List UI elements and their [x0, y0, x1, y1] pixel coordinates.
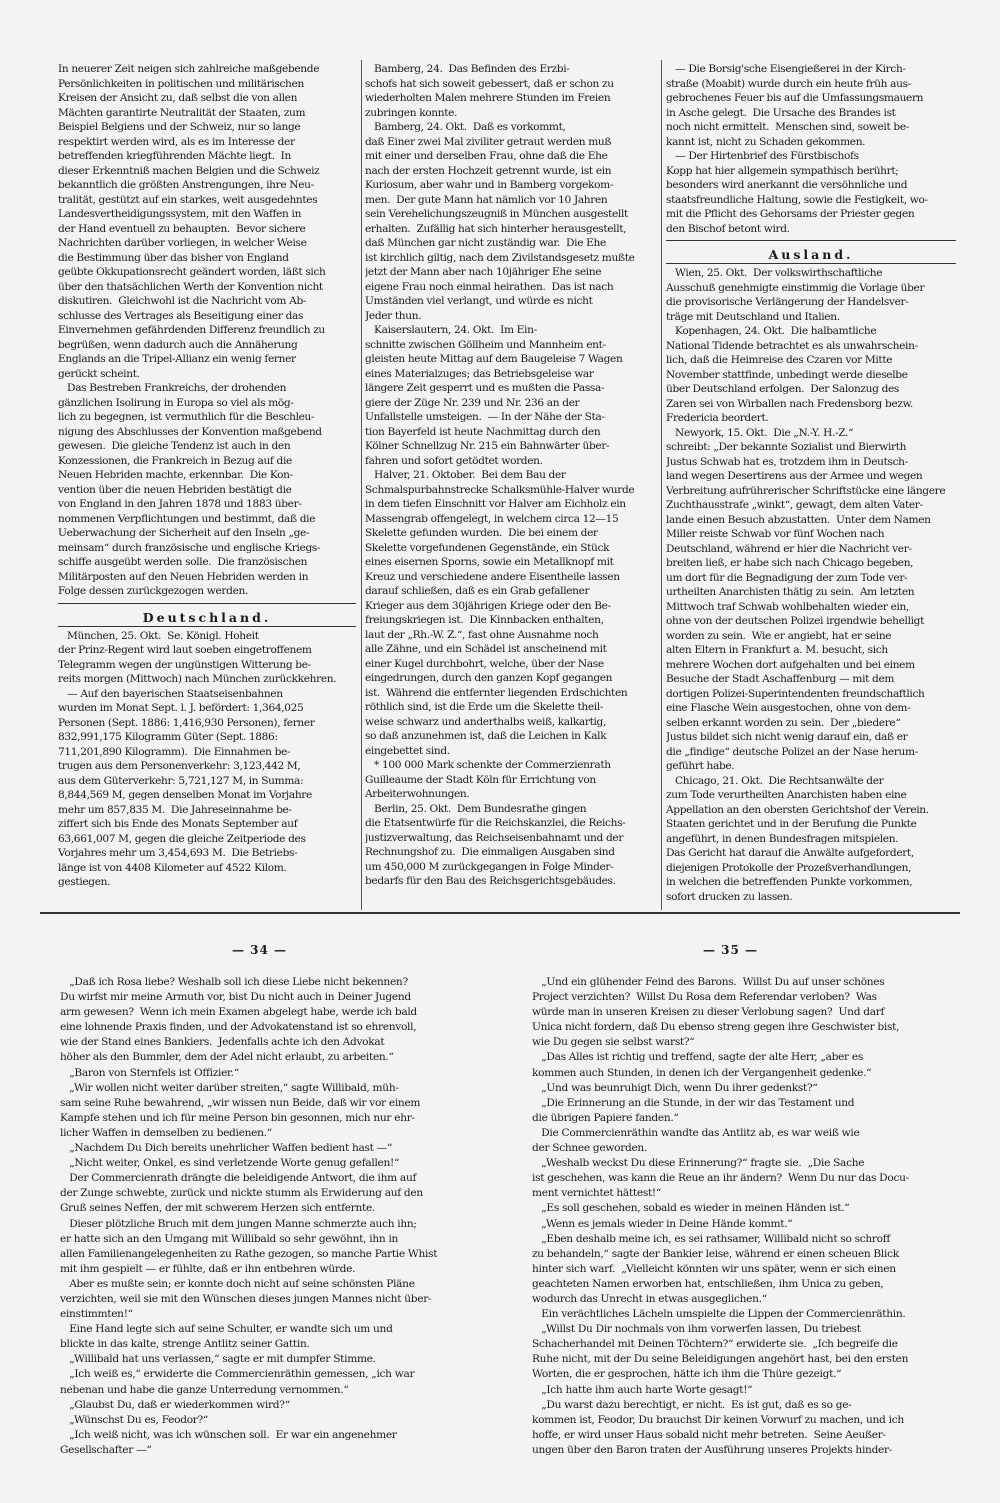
abroad-heading: Ausland.	[666, 245, 956, 264]
germany-text: München, 25. Okt. Se. Königl. Hoheit der Prinz-Regent wird laut soeben eingetroffenem Telegramm wegen der ungünstigen Witterung be- reits morgen (Mittwoch) nach München zurückkehren. — Auf den bayerischen Staatseisenbahnen wurden im Monat Sept. l. J. befördert: 1,364,025 Personen (Sept. 1886: 1,416,930 Personen), ferner 832,991,175 Kilogramm Güter (Sept. 1886: 711,201,890 Kilogramm). Die Einnahmen be- trugen aus dem Personenverkehr: 3,123,442 M, aus dem Güterverkehr: 5,721,127 M, in Summa: 8,844,569 M, gegen denselben Monat im Vorjahre mehr um 857,835 M. Die Jahreseinnahme be- ziffert sich bis Ende des Monats September auf 63,661,007 M, gegen die gleiche Zeitperiode des Vorjahres mehr um 3,454,693 M. Die Betriebs- länge ist von 4408 Kilometer auf 4522 Kilom. gestiegen.	[58, 629, 337, 888]
page-number-right: — 35 —	[703, 943, 759, 957]
column-b-text: Bamberg, 24. Das Befinden des Erzbi- schofs hat sich soweit gebessert, daß er schon zu wiederholten Malen mehrere Stunden im Freien zubringen konnte. Bamberg, 24. Okt. Daß es vorkommt, daß Einer zwei Mal ziviliter getraut werden muß mit einer und derselben Frau, ohne daß die Ehe nach der ersten Hochzeit getrennt wurde, ist ein Kuriosum, aber wahr und in Bamberg vorgekom- men. Der gute Mann hat nämlich vor 10 Jahren sein Verehelichungszeugniß in München ausgestellt erhalten. Zufällig hat sich hinterher herausgestellt, daß München gar nicht zuständig war. Die Ehe ist kirchlich giltig, nach dem Zivilstandsgesetz mußte jetzt der Mann aber nach 10jähriger Ehe seine eigene Frau noch einmal heirathen. Das ist nach Umständen viel verlangt, und würde es nicht Jeder thun. Kaiserslautern, 24. Okt. Im Ein- schnitte zwischen Göllheim und Mannheim ent- gleisten heute Mittag auf dem Baugeleise 7 Wagen eines Materialzuges; das Betriebsgeleise war längere Zeit gesperrt und es mußten die Passa- giere der Züge Nr. 239 und Nr. 236 an der Unfallstelle umsteigen. — In der Nähe der Sta- tion Bayerfeld ist heute Nachmittag durch den Kölner Schnellzug Nr. 215 ein Bahnwärter über- fahren und sofort getödtet worden. Halver, 21. Oktober. Bei dem Bau der Schmalspurbahnstrecke Schalksmühle-Halver wurde in dem tiefen Einschnitt vor Halver am Eichholz ein Massengrab offengelegt, in welchem circa 12—15 Skelette gefunden wurden. Die bei einem der Skelette vorgefundenen Gegenstände, ein Stück eines eisernen Sporns, sowie ein Metallknopf mit Kreuz und verschiedene andere Eisentheile lassen darauf schließen, daß es ein Grab gefallener Krieger aus dem 30jährigen Kriege oder den Be- freiungskriegen ist. Die Kinnbacken enthalten, laut der „Rh.-W. Z.“, fast ohne Ausnahme noch alle Zähne, und ein Schädel ist anscheinend mit einer Kugel durchbohrt, welche, über der Nase eingedrungen, durch den ganzen Kopf gegangen ist. Während die entfernter liegenden Erdschichten röthlich sind, ist die Erde um die Skelette theil- weise schwarz und anderthalbs weiß, kalkartig, so daß anzunehmen ist, daß die Leichen in Kalk eingebettet sind. * 100 000 Mark schenkte der Commerzienrath Guilleaume der Stadt Köln für Errichtung von Arbeiterwohnungen. Berlin, 25. Okt. Dem Bundesrathe gingen die Etatsentwürfe für die Reichskanzlei, die Reichs- justizverwaltung, das Reichseisenbahnamt und der Rechnungshof zu. Die einmaligen Ausgaben sind um 450,000 M zurückgegangen in Folge Minder- bedarfs für den Bau des Reichsgerichtsgebäudes.	[365, 63, 635, 887]
column-divider-right	[661, 60, 662, 910]
page-divider	[40, 912, 960, 914]
politics-text: In neuerer Zeit neigen sich zahlreiche maßgebende Persönlichkeiten in politischen und militärischen Kreisen der Ansicht zu, daß selbst die von allen Mächten garantirte Neutralität der Staaten, zum Beispiel Belgiens und der Schweiz, nur so lange respektirt werden wird, als es im Interesse der betreffenden kriegführenden Mächte liegt. In dieser Erkenntniß machen Belgien und die Schweiz bekanntlich die größten Anstrengungen, ihre Neu- tralität, gestützt auf ein starkes, weit ausgedehntes Landesvertheidigungssystem, mit den Waffen in der Hand eventuell zu behaupten. Bevor sichere Nachrichten darüber vorliegen, in welcher Weise die Bestimmung über das bisher von England geübte Okkupationsrecht geändert worden, läßt sich über den thatsächlichen Werth der Konvention nicht diskutiren. Gleichwohl ist die Nachricht vom Ab- schlusse des Vertrages als Beseitigung einer das Einvernehmen gefährdenden Differenz freundlich zu begrüßen, wenn dadurch auch die Annäherung Englands an die Tripel-Allianz ein wenig ferner gerückt scheint. Das Bestreben Frankreichs, der drohenden gänzlichen Isolirung in Europa so viel als mög- lich zu begegnen, ist vermuthlich für die Beschleu- nigung des Abschlusses der Konvention maßgebend gewesen. Die gleiche Tendenz ist auch in den Konzessionen, die Frankreich in Bezug auf die Neuen Hebriden machte, erkennbar. Die Kon- vention über die neuen Hebriden bestätigt die von England in den Jahren 1878 und 1883 über- nommenen Verpflichtungen und bestimmt, daß die Ueberwachung der Sicherheit auf den Inseln „ge- meinsam“ durch französische und englische Kriegs- schiffe ausgeübt werden solle. Die französischen Militärposten auf den Neuen Hebriden werden in Folge dessen zurückgezogen werden.	[58, 63, 326, 597]
germany-heading: Deutschland.	[58, 608, 356, 627]
column-divider-left	[361, 60, 362, 910]
page-number-left: — 34 —	[232, 943, 288, 957]
section-rule	[58, 603, 356, 604]
abroad-text: Wien, 25. Okt. Der volkswirthschaftliche Ausschuß genehmigte einstimmig die Vorlage über die provisorische Verlängerung der Handelsver- träge mit Deutschland und Italien. Kopenhagen, 24. Okt. Die halbamtliche National Tidende betrachtet es als unwahrschein- lich, daß die Heimreise des Czaren vor Mitte November stattfinde, unbedingt werde dieselbe über Deutschland erfolgen. Der Salonzug des Zaren sei von Wirballen nach Fredensborg bezw. Fredericia beordert. Newyork, 15. Okt. Die „N.-Y. H.-Z.“ schreibt: „Der bekannte Sozialist und Bierwirth Justus Schwab hat es, trotzdem ihm in Deutsch- land wegen Desertirens aus der Armee und wegen Verbreitung aufrührerischer Schriftstücke eine längere Zuchthausstrafe „winkt“, gewagt, dem alten Vater- lande einen Besuch abzustatten. Unter dem Namen Miller reiste Schwab vor fünf Wochen nach Deutschland, während er hier die Nachricht ver- breiten ließ, er habe sich nach Chicago begeben, um dort für die Begnadigung der zum Tode ver- urtheilten Anarchisten thätig zu sein. Am letzten Mittwoch traf Schwab wohlbehalten wieder ein, ohne von der deutschen Polizei irgendwie behelligt worden zu sein. Wie er angiebt, hat er seine alten Eltern in Frankfurt a. M. besucht, sich mehrere Wochen dort aufgehalten und bei einem Besuche der Stadt Aschaffenburg — mit dem dortigen Polizei-Superintendenten freundschaftlich eine Flasche Wein ausgestochen, ohne von dem- selben erkannt worden zu sein. Der „biedere“ Justus bildet sich nicht wenig darauf ein, daß er die „findige“ deutsche Polizei an der Nase herum- geführt habe. Chicago, 21. Okt. Die Rechtsanwälte der zum Tode verurtheilten Anarchisten haben eine Appellation an den obersten Gerichtshof der Verein. Staaten gerichtet und in der Berufung die Punkte angeführt, in denen Bundesfragen mitspielen. Das Gericht hat darauf die Anwälte aufgefordert, diejenigen Protokolle der Prozeßverhandlungen, in welchen die betreffenden Punkte vorkommen, sofort drucken zu lassen.	[666, 267, 946, 903]
novel-right-text: „Und ein glühender Feind des Barons. Willst Du auf unser schönes Project verzichten? Willst Du Rosa dem Referendar verloben? Was würde man in unseren Kreisen zu dieser Verlobung sagen? Und darf Unica nicht fordern, daß Du ebenso streng gegen ihre Geschwister bist, wie Du gegen sie selbst warst?“ „Das Alles ist richtig und treffend, sagte der alte Herr, „aber es kommen auch Stunden, in denen ich der Vergangenheit gedenke.“ „Und was beunruhigt Dich, wenn Du ihrer gedenkst?“ „Die Erinnerung an die Stunde, in der wir das Testament und die übrigen Papiere fanden.“ Die Commercienräthin wandte das Antlitz ab, es war weiß wie der Schnee geworden. „Weshalb weckst Du diese Erinnerung?“ fragte sie. „Die Sache ist geschehen, was kann die Reue an ihr ändern? Wenn Du nur das Docu- ment vernichtet hättest!“ „Es soll geschehen, sobald es wieder in meinen Händen ist.“ „Wenn es jemals wieder in Deine Hände kommt.“ „Eben deshalb meine ich, es sei rathsamer, Willibald nicht so schroff zu behandeln,“ sagte der Bankier leise, während er einen scheuen Blick hinter sich warf. „Vielleicht könnten wir uns später, wenn er sich einen geachteten Namen erworben hat, entschließen, ihm Unica zu geben, wodurch das Unrecht in etwas ausgeglichen.“ Ein verächtliches Lächeln umspielte die Lippen der Commercienräthin. „Willst Du Dir nochmals von ihm vorwerfen lassen, Du triebest Schacherhandel mit Deinen Töchtern?“ erwiderte sie. „Ich begreife die Ruhe nicht, mit der Du seine Beleidigungen angehört hast, bei den ersten Worten, die er gesprochen, hätte ich ihm die Thüre gezeigt.“ „Ich hatte ihm auch harte Worte gesagt!“ „Du warst dazu berechtigt, er nicht. Es ist gut, daß es so ge- kommen ist, Feodor, Du brauchst Dir keinen Vorwurf zu machen, und ich hoffe, er wird unser Haus sobald nicht mehr betreten. Seine Aeußer- ungen über den Baron traten der Ausführung unseres Projekts hinder-	[532, 976, 909, 1455]
novel-page-left	[60, 975, 478, 1455]
column-c	[666, 62, 956, 912]
column-b	[365, 62, 655, 912]
novel-page-right	[532, 975, 950, 1455]
novel-left-text: „Daß ich Rosa liebe? Weshalb soll ich diese Liebe nicht bekennen? Du wirfst mir meine Armuth vor, bist Du nicht auch in Deiner Jugend arm gewesen? Wenn ich mein Examen abgelegt habe, werde ich bald eine lohnende Praxis finden, und der Advokatenstand ist so ehrenvoll, wie der Stand eines Bankiers. Jedenfalls achte ich den Advokat höher als den Bummler, dem der Adel nicht erlaubt, zu arbeiten.“ „Baron von Sternfels ist Offizier.“ „Wir wollen nicht weiter darüber streiten,“ sagte Willibald, müh- sam seine Ruhe bewahrend, „wir wissen nun Beide, daß wir vor einem Kampfe stehen und ich für meine Person bin gesonnen, mich nur ehr- licher Waffen in demselben zu bedienen.“ „Nachdem Du Dich bereits unehrlicher Waffen bedient hast —“ „Nicht weiter, Onkel, es sind verletzende Worte genug gefallen!“ Der Commercienrath drängte die beleidigende Antwort, die ihm auf der Zunge schwebte, zurück und nickte stumm als Erwiderung auf den Gruß seines Neffen, der mit schwerem Herzen sich entfernte. Dieser plötzliche Bruch mit dem jungen Manne schmerzte auch ihn; er hatte sich an den Umgang mit Willibald so sehr gewöhnt, ihn in allen Familienangelegenheiten zu Rathe gezogen, so manche Partie Whist mit ihm gespielt — er fühlte, daß er ihn entbehren würde. Aber es mußte sein; er konnte doch nicht auf seine schönsten Pläne verzichten, weil sie mit den Wünschen dieses jungen Mannes nicht über- einstimmten!“ Eine Hand legte sich auf seine Schulter, er wandte sich um und blickte in das kalte, strenge Antlitz seiner Gattin. „Willibald hat uns verlassen,“ sagte er mit dumpfer Stimme. „Ich weiß es,“ erwiderte die Commercienräthin gemessen, „ich war nebenan und habe die ganze Unterredung vernommen.“ „Glaubst Du, daß er wiederkommen wird?“ „Wünschst Du es, Feodor?“ „Ich weiß nicht, was ich wünschen soll. Er war ein angenehmer Gesellschafter —“	[60, 976, 438, 1455]
berlin-news-text: — Die Borsig'sche Eisengießerei in der Kirch- straße (Moabit) wurde durch ein heute früh aus- gebrochenes Feuer bis auf die Umfassungsmauern in Asche gelegt. Die Ursache des Brandes ist noch nicht ermittelt. Menschen sind, soweit be- kannt ist, nicht zu Schaden gekommen. — Der Hirtenbrief des Fürstbischofs Kopp hat hier allgemein sympathisch berührt; besonders wird anerkannt die versöhnliche und staatsfreundliche Haltung, sowie die Festigkeit, wo- mit die Pflicht des Gehorsams der Priester gegen den Bischof betont wird.	[666, 63, 928, 235]
section-rule	[666, 240, 956, 241]
column-a	[58, 62, 356, 912]
